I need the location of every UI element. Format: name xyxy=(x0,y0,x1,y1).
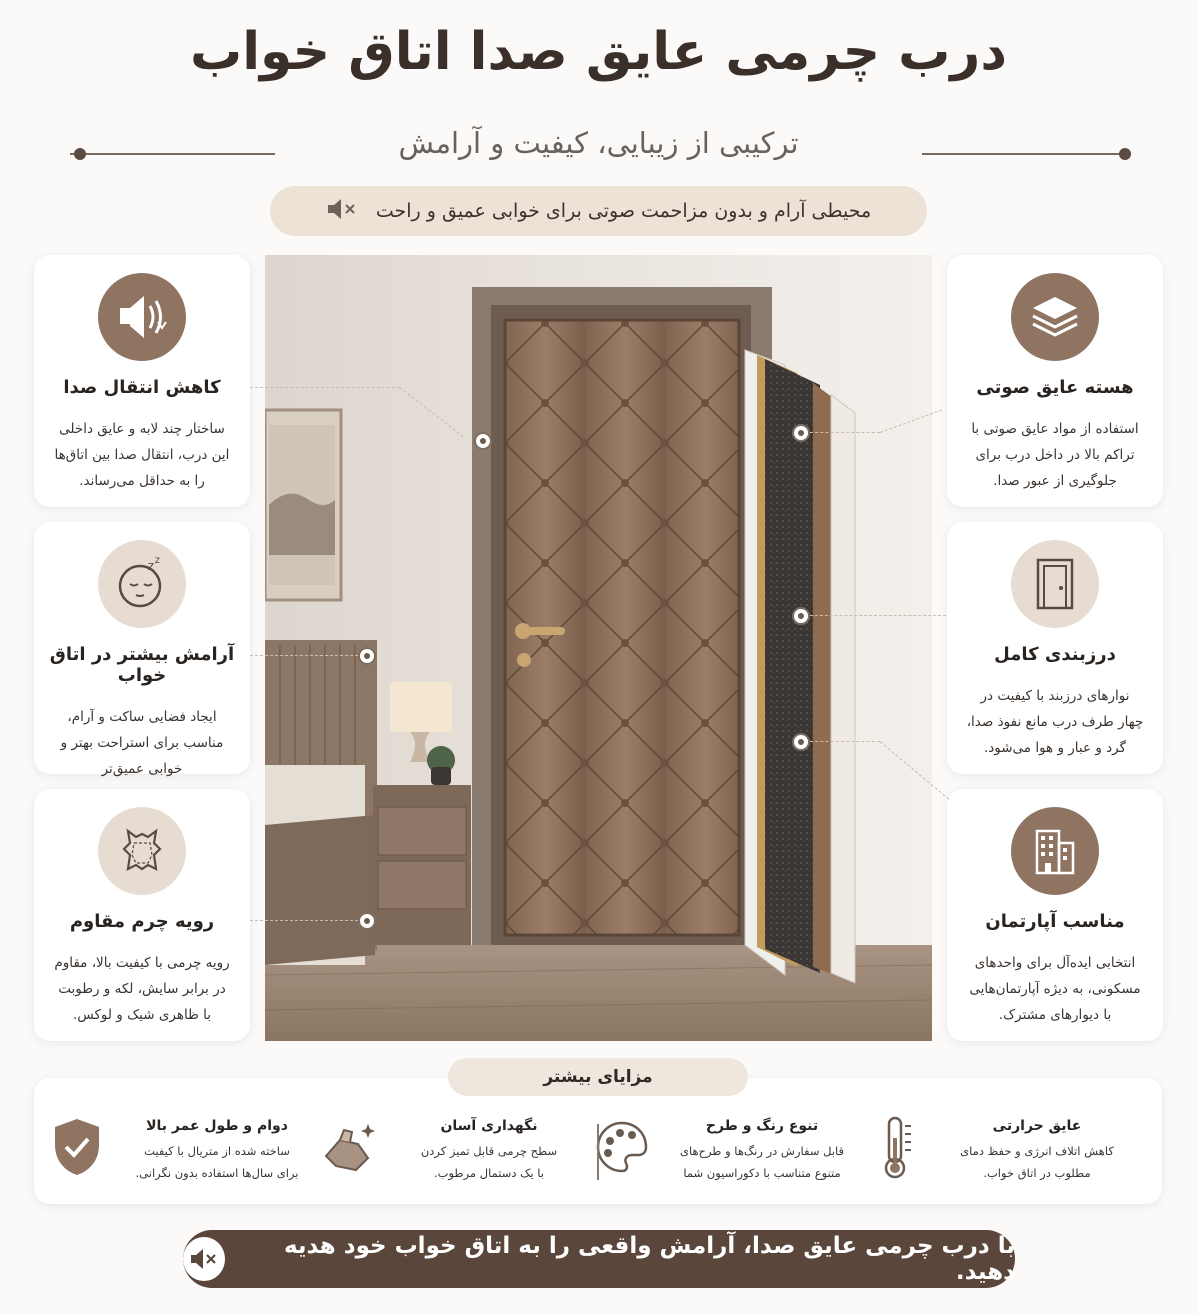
tagline-text: محیطی آرام و بدون مزاحمت صوتی برای خوابی عمیق و راحت xyxy=(375,200,872,222)
speaker-sound-icon xyxy=(98,273,186,361)
advantage-text: کاهش اتلاف انرژی و حفظ دمای مطلوب در اتاق خواب. xyxy=(960,1144,1114,1180)
door-icon xyxy=(1011,540,1099,628)
card-title: هسته عایق صوتی xyxy=(976,377,1134,398)
svg-text:z: z xyxy=(154,555,160,566)
card-text: ایجاد فضایی ساکت و آرام، مناسب برای استراحت بهتر و خوابی عمیق‌تر xyxy=(60,709,224,777)
advantage-title: دوام و طول عمر بالا xyxy=(146,1118,288,1134)
sleeping-face-icon xyxy=(98,540,186,628)
layers-icon xyxy=(1011,273,1099,361)
muted-speaker-icon xyxy=(326,197,358,226)
callout-pin xyxy=(474,432,492,450)
advantages-divider xyxy=(597,1124,599,1180)
card-title: رویه چرم مقاوم xyxy=(69,911,215,932)
connector-line xyxy=(250,655,358,656)
more-advantages-title: مزایای بیشتر xyxy=(448,1058,748,1096)
advantage-title: عایق حرارتی xyxy=(992,1118,1082,1134)
card-text: استفاده از مواد عایق صوتی با تراکم بالا در داخل درب برای جلوگیری از عبور صدا. xyxy=(971,421,1139,489)
advantage-title: نگهداری آسان xyxy=(440,1118,538,1134)
connector-line xyxy=(810,741,880,742)
card-sound-reduction xyxy=(34,255,250,507)
advantage-durability xyxy=(42,1112,312,1196)
card-acoustic-core xyxy=(947,255,1163,507)
card-title: آرامش بیشتر در اتاق خواب xyxy=(49,644,235,686)
footer-banner xyxy=(183,1230,1015,1288)
leather-hide-icon xyxy=(98,807,186,895)
muted-speaker-icon xyxy=(183,1237,225,1281)
card-leather-surface xyxy=(34,789,250,1041)
advantage-text: سطح چرمی قابل تمیز کردن با یک دستمال مرطوب. xyxy=(420,1144,558,1180)
callout-pin xyxy=(792,607,810,625)
card-title: مناسب آپارتمان xyxy=(985,911,1125,932)
card-bedroom-calm xyxy=(34,522,250,777)
advantage-thermal xyxy=(862,1112,1132,1196)
callout-pin xyxy=(358,912,376,930)
advantage-title: تنوع رنگ و طرح xyxy=(705,1118,819,1134)
callout-pin xyxy=(358,647,376,665)
building-icon xyxy=(1011,807,1099,895)
callout-pin xyxy=(792,424,810,442)
connector-line xyxy=(250,920,358,921)
connector-line xyxy=(810,432,880,433)
page-title: درب چرمی عایق صدا اتاق خواب xyxy=(189,22,1008,82)
card-apartment-suitable xyxy=(947,789,1163,1041)
connector-line xyxy=(250,387,400,388)
card-title: کاهش انتقال صدا xyxy=(63,377,221,398)
cleaning-hand-icon xyxy=(314,1112,384,1182)
advantage-text: ساخته شده از متریال با کیفیت برای سال‌ها استفاده بدون نگرانی. xyxy=(135,1144,299,1180)
callout-pin xyxy=(792,733,810,751)
connector-line xyxy=(810,615,946,616)
subtitle-row xyxy=(70,122,1127,182)
card-full-sealing xyxy=(947,522,1163,774)
svg-text:z: z xyxy=(147,559,154,573)
card-text: ساختار چند لابه و عایق داخلی این درب، انتقال صدا بین اتاق‌ها را به حداقل می‌رساند. xyxy=(54,421,230,489)
thermometer-icon xyxy=(862,1112,932,1182)
card-title: درزبندی کامل xyxy=(994,644,1116,665)
card-text: رویه چرمی با کیفیت بالا، مقاوم در برابر سایش، لکه و رطوبت با ظاهری شیک و لوکس. xyxy=(54,955,230,1023)
advantage-color-variety xyxy=(587,1112,857,1196)
tagline-pill xyxy=(270,186,927,236)
card-text: انتخابی ایده‌آل برای واحدهای مسکونی، به دیژه آپارتمان‌هایی با دیوارهای مشترک. xyxy=(969,955,1141,1023)
advantage-easy-care xyxy=(314,1112,584,1196)
page-subtitle: ترکیبی از زیبایی، کیفیت و آرامش xyxy=(398,126,799,160)
shield-check-icon xyxy=(42,1112,112,1182)
advantage-text: قابل سفارش در رنگ‌ها و طرح‌های متنوع متناسب با دکوراسیون شما xyxy=(679,1144,845,1180)
footer-text: با درب چرمی عایق صدا، آرامش واقعی را به اتاق خواب خود هدیه دهید. xyxy=(283,1233,1015,1285)
card-text: نوارهای درزبند با کیفیت در چهار طرف درب مانع نفوذ صدا، گرد و عبار و هوا می‌شود. xyxy=(966,688,1144,756)
